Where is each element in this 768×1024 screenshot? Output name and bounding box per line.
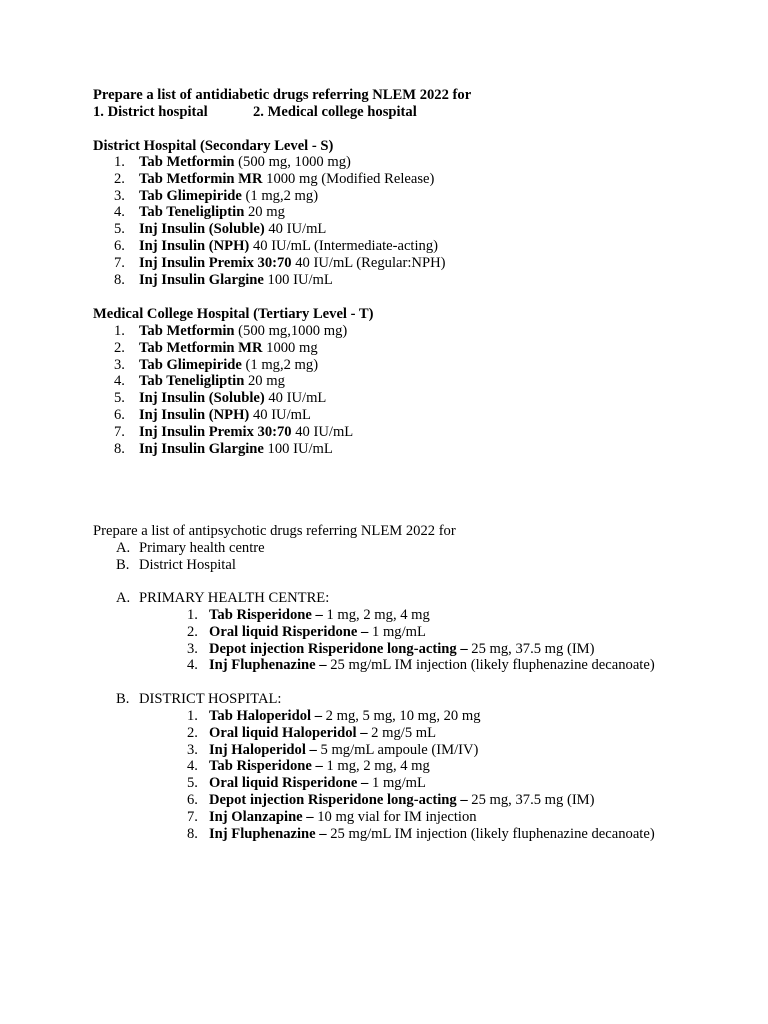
drug-list-item [93, 238, 445, 255]
drug-detail: 1 mg/mL [368, 623, 426, 640]
drug-list-item [93, 255, 445, 272]
drug-name: Tab Glimepiride [139, 356, 242, 373]
list-number: 4. [187, 758, 198, 775]
drug-list-item [187, 708, 729, 725]
list-number: 3. [187, 741, 198, 758]
list-number: 3. [114, 356, 125, 373]
medical-college-drug-list [93, 323, 353, 457]
drug-list-item [93, 424, 353, 441]
drug-detail: 20 mg [244, 204, 285, 221]
antidiabetic-options [93, 104, 417, 121]
drug-list-item [187, 791, 729, 809]
drug-name: Inj Insulin (NPH) [139, 406, 250, 423]
drug-list-item [93, 188, 445, 205]
option-district-hospital: 1. District hospital [93, 104, 208, 120]
drug-list-item [93, 340, 353, 357]
list-number: 6. [187, 791, 198, 808]
drug-list-item [93, 441, 353, 458]
drug-name: Tab Teneligliptin [139, 204, 245, 221]
drug-list-item [93, 221, 445, 238]
option-letter: B. [116, 556, 130, 573]
drug-detail: (500 mg,1000 mg) [234, 323, 348, 339]
option-letter: A. [116, 540, 131, 556]
option-item [93, 540, 265, 557]
drug-list-item [187, 775, 729, 792]
list-number: 4. [114, 373, 125, 390]
drug-name: Tab Teneligliptin [139, 373, 245, 390]
drug-list-item [93, 390, 353, 407]
drug-name: Tab Haloperidol – [209, 708, 322, 724]
list-number: 4. [187, 657, 198, 674]
drug-detail: 100 IU/mL [263, 440, 333, 457]
drug-name: Depot injection Risperidone long-acting – [209, 640, 468, 657]
drug-list-item [93, 154, 445, 171]
drug-detail: 1 mg, 2 mg, 4 mg [322, 607, 430, 623]
dh-heading [93, 691, 281, 708]
drug-detail: 1 mg/mL [368, 775, 426, 792]
drug-name: Oral liquid Risperidone – [209, 775, 369, 792]
option-item [93, 557, 265, 574]
medical-college-heading: Medical College Hospital (Tertiary Level - T) [93, 306, 374, 322]
list-number: 7. [114, 423, 125, 440]
drug-detail: 25 mg, 37.5 mg (IM) [467, 640, 595, 657]
drug-detail: 20 mg [244, 373, 285, 390]
district-hospital-heading: District Hospital (Secondary Level - S) [93, 138, 334, 154]
drug-detail: (1 mg,2 mg) [241, 187, 319, 204]
drug-detail: 25 mg, 37.5 mg (IM) [467, 791, 595, 808]
drug-detail: 1000 mg (Modified Release) [262, 170, 435, 187]
drug-list-item [93, 407, 353, 424]
drug-name: Oral liquid Haloperidol – [209, 724, 368, 741]
drug-detail: (500 mg, 1000 mg) [234, 154, 351, 170]
drug-detail: 40 IU/mL [264, 221, 327, 238]
drug-list-item [93, 373, 353, 390]
drug-detail: 5 mg/mL ampoule (IM/IV) [316, 741, 479, 758]
drug-detail: 100 IU/mL [263, 271, 333, 288]
list-number: 3. [114, 187, 125, 204]
drug-detail: 25 mg/mL IM injection (likely fluphenazine decanoate) [326, 825, 655, 842]
list-number: 7. [187, 808, 198, 825]
drug-detail: 40 IU/mL (Intermediate-acting) [249, 237, 438, 254]
drug-list-item [93, 272, 445, 289]
list-number: 2. [187, 623, 198, 640]
drug-name: Inj Insulin Premix 30:70 [139, 423, 292, 440]
drug-name: Inj Insulin Premix 30:70 [139, 254, 292, 271]
drug-list-item [93, 357, 353, 374]
list-number: 4. [114, 204, 125, 221]
drug-name: Tab Risperidone – [209, 758, 323, 775]
list-number: 1. [187, 607, 198, 623]
list-number: 7. [114, 254, 125, 271]
drug-name: Inj Olanzapine – [209, 808, 314, 825]
drug-detail: 1000 mg [262, 339, 318, 356]
list-number: 1. [114, 154, 125, 170]
antidiabetic-question: Prepare a list of antidiabetic drugs referring NLEM 2022 for [93, 87, 472, 103]
drug-detail: 10 mg vial for IM injection [313, 808, 477, 825]
drug-list-item [187, 808, 729, 826]
list-number: 1. [187, 708, 198, 724]
drug-name: Inj Insulin Glargine [139, 271, 264, 288]
drug-name: Depot injection Risperidone long-acting – [209, 791, 468, 808]
drug-name: Tab Glimepiride [139, 187, 242, 204]
list-number: 8. [114, 271, 125, 288]
drug-name: Inj Haloperidol – [209, 741, 317, 758]
drug-detail: 40 IU/mL [264, 390, 327, 407]
drug-name: Inj Insulin Glargine [139, 440, 264, 457]
drug-list-item [187, 640, 729, 658]
phc-heading [93, 590, 329, 607]
drug-name: Oral liquid Risperidone – [209, 623, 369, 640]
drug-name: Tab Metformin [139, 323, 235, 339]
drug-detail: (1 mg,2 mg) [241, 356, 319, 373]
list-number: 8. [114, 440, 125, 457]
drug-name: Inj Fluphenazine – [209, 657, 327, 674]
option-medical-college: 2. Medical college hospital [253, 104, 417, 120]
list-number: 5. [114, 221, 125, 238]
district-hospital-drug-list [93, 154, 445, 288]
drug-detail: 40 IU/mL (Regular:NPH) [291, 254, 446, 271]
dh-drug-list [187, 708, 729, 842]
drug-list-item [187, 607, 729, 624]
list-number: 5. [187, 775, 198, 792]
drug-detail: 2 mg/5 mL [367, 724, 437, 741]
list-number: 5. [114, 390, 125, 407]
drug-name: Tab Metformin [139, 154, 235, 170]
list-number: 2. [114, 339, 125, 356]
drug-list-item [93, 204, 445, 221]
phc-drug-list [187, 607, 729, 674]
drug-detail: 1 mg, 2 mg, 4 mg [322, 758, 430, 775]
drug-name: Tab Metformin MR [139, 339, 263, 356]
list-number: 2. [114, 170, 125, 187]
drug-name: Inj Fluphenazine – [209, 825, 327, 842]
drug-list-item [187, 825, 729, 843]
list-number: 6. [114, 406, 125, 423]
drug-name: Inj Insulin (Soluble) [139, 390, 265, 407]
dh-heading-item: B. DISTRICT HOSPITAL: [116, 691, 282, 707]
drug-list-item [187, 657, 729, 674]
drug-detail: 2 mg, 5 mg, 10 mg, 20 mg [322, 708, 481, 724]
phc-heading-item: A. PRIMARY HEALTH CENTRE: [116, 590, 330, 606]
drug-list-item [187, 623, 729, 641]
list-number: 3. [187, 640, 198, 657]
drug-list-item [187, 741, 729, 759]
drug-name: Inj Insulin (Soluble) [139, 221, 265, 238]
drug-list-item [187, 724, 729, 742]
drug-list-item [93, 323, 353, 340]
drug-list-item [93, 171, 445, 188]
drug-detail: 40 IU/mL [291, 423, 354, 440]
drug-name: Tab Metformin MR [139, 170, 263, 187]
list-number: 1. [114, 323, 125, 339]
drug-name: Inj Insulin (NPH) [139, 237, 250, 254]
option-label: Primary health centre [139, 540, 265, 556]
drug-list-item [187, 758, 729, 775]
list-number: 2. [187, 724, 198, 741]
antipsychotic-question: Prepare a list of antipsychotic drugs referring NLEM 2022 for [93, 523, 456, 539]
drug-detail: 40 IU/mL [249, 406, 311, 423]
list-number: 6. [114, 237, 125, 254]
option-label: District Hospital [139, 556, 236, 573]
drug-name: Tab Risperidone – [209, 607, 323, 623]
antipsychotic-options [93, 540, 265, 574]
drug-detail: 25 mg/mL IM injection (likely fluphenazine decanoate) [326, 657, 655, 674]
list-number: 8. [187, 825, 198, 842]
